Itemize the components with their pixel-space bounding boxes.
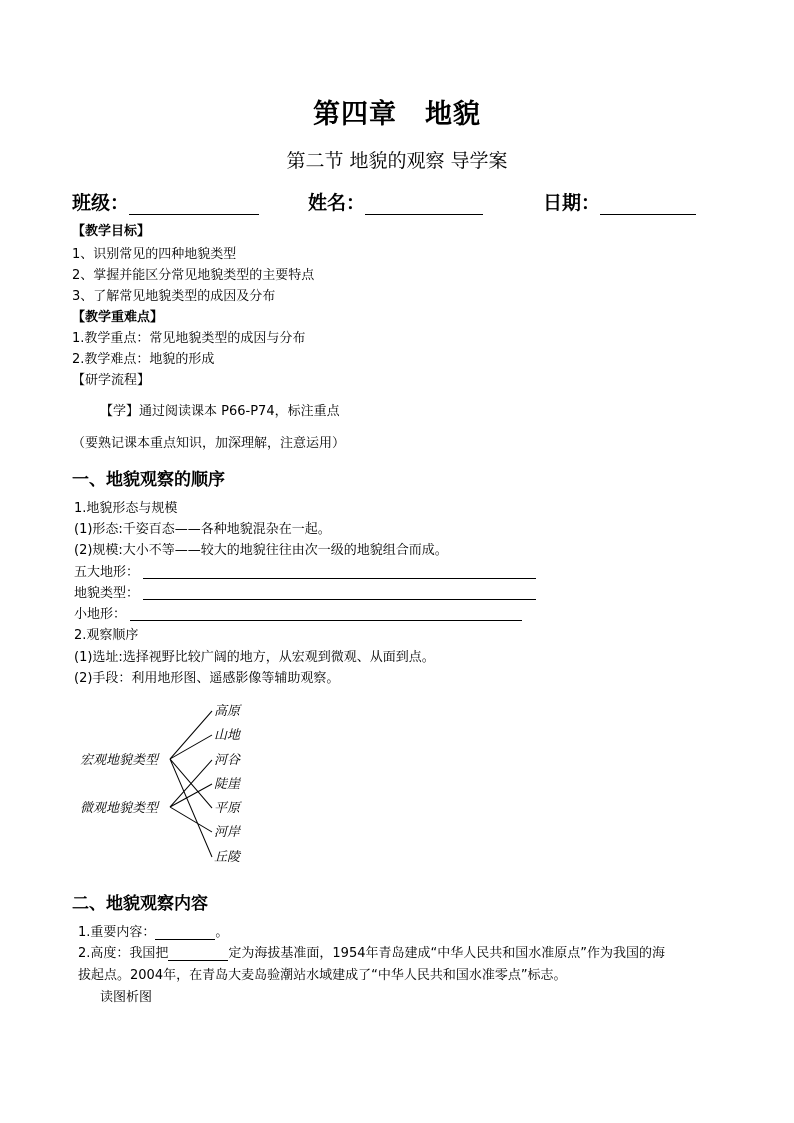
diagram-right-item: 河谷: [214, 753, 241, 768]
objective-item: 2、掌握并能区分常见地貌类型的主要特点: [72, 268, 315, 283]
page-subtitle: 第二节 地貌的观察 导学案: [286, 150, 508, 172]
name-label: 姓名：: [308, 192, 366, 214]
item1-end: 。: [215, 925, 229, 940]
item1-blank[interactable]: [155, 926, 215, 940]
objectives-heading: 【教学目标】: [72, 224, 151, 239]
link-line: [170, 711, 212, 759]
section1-heading: 一、地貌观察的顺序: [72, 470, 225, 490]
diagram-left-macro: 宏观地貌类型: [80, 753, 159, 768]
keypoints-heading: 【教学重难点】: [72, 310, 164, 325]
fill-label-types: 地貌类型：: [74, 586, 140, 601]
page-title: 第四章 地貌: [313, 99, 481, 130]
link-line: [170, 759, 212, 857]
section2-item1: [78, 925, 228, 940]
link-line: [170, 784, 212, 807]
diagram-right-item: 丘陵: [214, 850, 241, 865]
item2-text: 定为海拔基准面，1954年青岛建成“中华人民共和国水准原点”作为我国的海: [228, 946, 665, 961]
order-line: (2)手段：利用地形图、遥感影像等辅助观察。: [74, 671, 340, 686]
objective-item: 1、识别常见的四种地貌类型: [72, 247, 237, 262]
diagram-right-item: 山地: [214, 728, 241, 743]
class-label: 班级：: [72, 192, 130, 214]
diagram-right-item: 平原: [214, 801, 241, 816]
item2-blank[interactable]: [168, 947, 228, 961]
process-heading: 【研学流程】: [72, 373, 151, 388]
section2-item2-cont: 拔起点。2004年，在青岛大麦岛验潮站水域建成了“中华人民共和国水准零点”标志。: [78, 968, 567, 983]
keypoint-item: 1.教学重点：常见地貌类型的成因与分布: [72, 331, 306, 346]
order-line: 2.观察顺序: [74, 628, 139, 643]
study-instruction: 【学】通过阅读课本 P66-P74，标注重点: [100, 404, 340, 419]
date-label: 日期：: [543, 192, 601, 214]
diagram-left-micro: 微观地貌类型: [80, 801, 159, 816]
link-line: [170, 735, 212, 759]
section1-line: (1)形态:千姿百态——各种地貌混杂在一起。: [74, 522, 331, 537]
section1-line: (2)规模:大小不等——较大的地貌往往由次一级的地貌组合而成。: [74, 543, 448, 558]
keypoint-item: 2.教学难点：地貌的形成: [72, 352, 215, 367]
fill-label-small: 小地形：: [74, 607, 127, 622]
section2-item2: [78, 946, 665, 961]
objective-item: 3、了解常见地貌类型的成因及分布: [72, 289, 276, 304]
section2-heading: 二、地貌观察内容: [72, 894, 208, 914]
diagram-right-item: 河岸: [214, 825, 241, 840]
link-line: [170, 807, 212, 832]
order-line: (1)选址:选择视野比较广阔的地方，从宏观到微观、从面到点。: [74, 650, 435, 665]
item2-label: 2.高度：我国把: [78, 946, 169, 961]
study-note: （要熟记课本重点知识，加深理解，注意运用）: [72, 436, 346, 451]
section1-line: 1.地貌形态与规模: [74, 501, 178, 516]
fill-label-landforms: 五大地形：: [74, 565, 140, 580]
read-map-label: 读图析图: [100, 990, 153, 1005]
diagram-right-item: 高原: [214, 704, 241, 719]
diagram-right-item: 陡崖: [214, 777, 241, 792]
item1-label: 1.重要内容：: [78, 925, 156, 940]
